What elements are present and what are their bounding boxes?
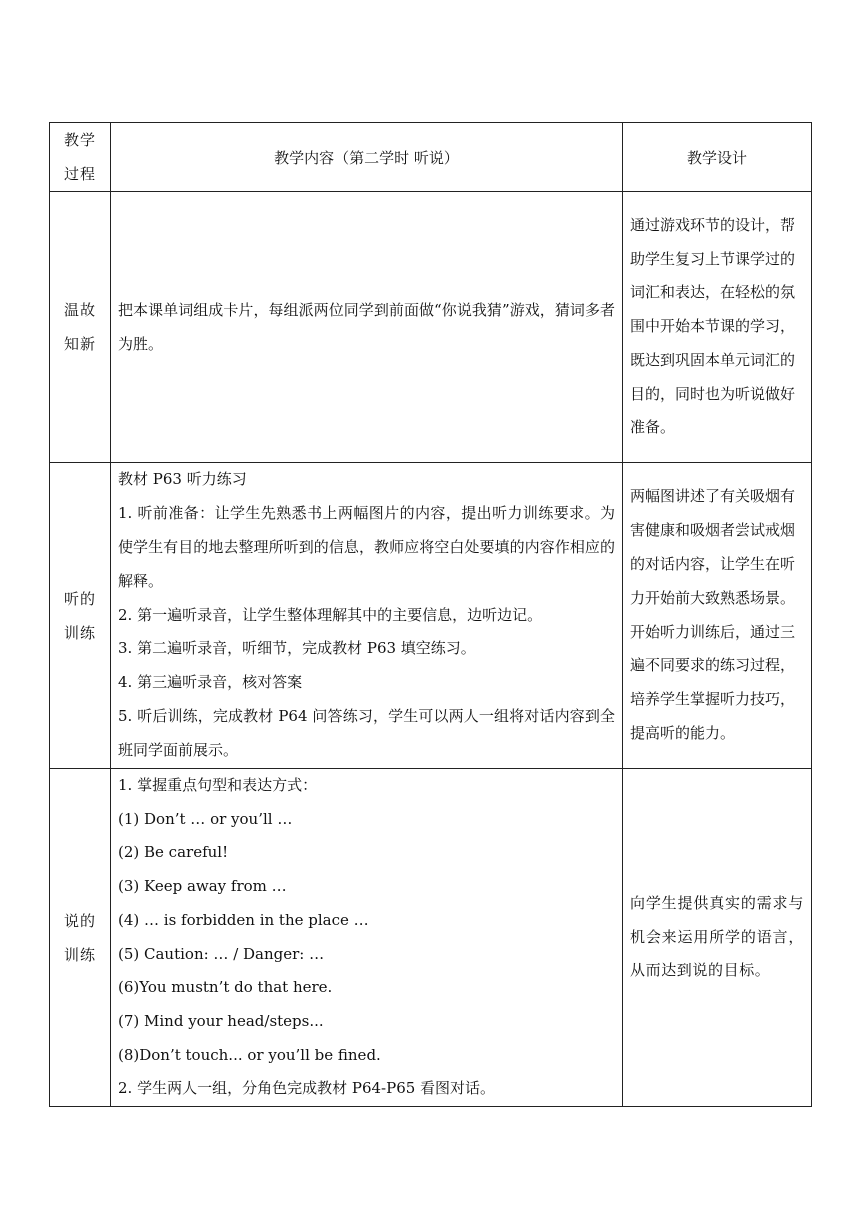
header-stage-cell	[50, 123, 111, 192]
stage-label-line: 训练	[63, 945, 96, 964]
header-content: 教学内容（第二学时 听说）	[274, 148, 459, 167]
stage-label-line: 知新	[63, 335, 96, 353]
stage-label-line: 听的	[63, 589, 96, 608]
design-text: 向学生提供真实的需求与机会来运用所学的语言，从而达到说的目标。	[630, 893, 804, 980]
content-paragraph: 2. 学生两人一组，分角色完成教材 P64-P65 看图对话。	[118, 1079, 496, 1098]
design-text: 两幅图讲述了有关吸烟有害健康和吸烟者尝试戒烟的对话内容，让学生在听力开始前大致熟悉场景。开始听力训练后，通过三遍不同要求的练习过程，培养学生掌握听力技巧，提高听的能力。	[630, 487, 796, 742]
stage-cell	[50, 463, 111, 769]
content-paragraph: 把本课单词组成卡片，每组派两位同学到前面做“你说我猜”游戏，猜词多者为胜。	[118, 301, 615, 353]
content-paragraph: 4. 第三遍听录音，核对答案	[118, 673, 303, 692]
content-cell	[111, 463, 623, 769]
content-paragraph: 5. 听后训练，完成教材 P64 问答练习，学生可以两人一组将对话内容到全班同学面前展示。	[118, 706, 615, 759]
content-paragraph: (6)You mustn’t do that here.	[118, 978, 333, 997]
content-cell	[111, 769, 623, 1107]
header-stage-line: 过程	[63, 165, 96, 183]
stage-cell	[50, 192, 111, 463]
table-row	[50, 192, 812, 463]
stage-label-line: 温故	[63, 301, 96, 319]
stage-label-line: 训练	[63, 623, 96, 642]
content-paragraph: (1) Don’t … or you’ll …	[118, 809, 293, 828]
design-text: 通过游戏环节的设计，帮助学生复习上节课学过的词汇和表达，在轻松的氛围中开始本节课的学习，既达到巩固本单元词汇的目的，同时也为听说做好准备。	[630, 215, 796, 437]
content-paragraph: 1. 听前准备：让学生先熟悉书上两幅图片的内容，提出听力训练要求。为使学生有目的地去整理所听到的信息，教师应将空白处要填的内容作相应的解释。	[118, 504, 615, 590]
header-content-cell	[111, 123, 623, 192]
content-paragraph: 2. 第一遍听录音，让学生整体理解其中的主要信息，边听边记。	[118, 605, 543, 624]
design-cell	[623, 463, 812, 769]
header-stage-line: 教学	[63, 131, 96, 149]
header-row	[50, 123, 812, 192]
content-paragraph: (8)Don’t touch... or you’ll be fined.	[118, 1045, 381, 1064]
design-cell	[623, 769, 812, 1107]
header-design: 教学设计	[686, 148, 747, 167]
content-paragraph: (5) Caution: … / Danger: …	[118, 944, 325, 963]
stage-cell	[50, 769, 111, 1107]
content-paragraph: (2) Be careful!	[118, 843, 229, 862]
content-paragraph: 1. 掌握重点句型和表达方式：	[118, 776, 318, 794]
content-paragraph: (4) … is forbidden in the place …	[118, 910, 369, 929]
header-stage	[57, 123, 103, 191]
content-paragraph: (3) Keep away from …	[118, 877, 287, 896]
content-paragraph: 教材 P63 听力练习	[118, 470, 247, 489]
design-cell	[623, 192, 812, 463]
stage-label-line: 说的	[63, 911, 96, 930]
header-design-cell	[623, 123, 812, 192]
table-row	[50, 769, 812, 1107]
lesson-plan-table	[49, 122, 812, 1107]
content-cell	[111, 192, 623, 463]
content-paragraph: 3. 第二遍听录音，听细节，完成教材 P63 填空练习。	[118, 639, 476, 658]
content-paragraph: (7) Mind your head/steps...	[118, 1011, 324, 1030]
table-row	[50, 463, 812, 769]
